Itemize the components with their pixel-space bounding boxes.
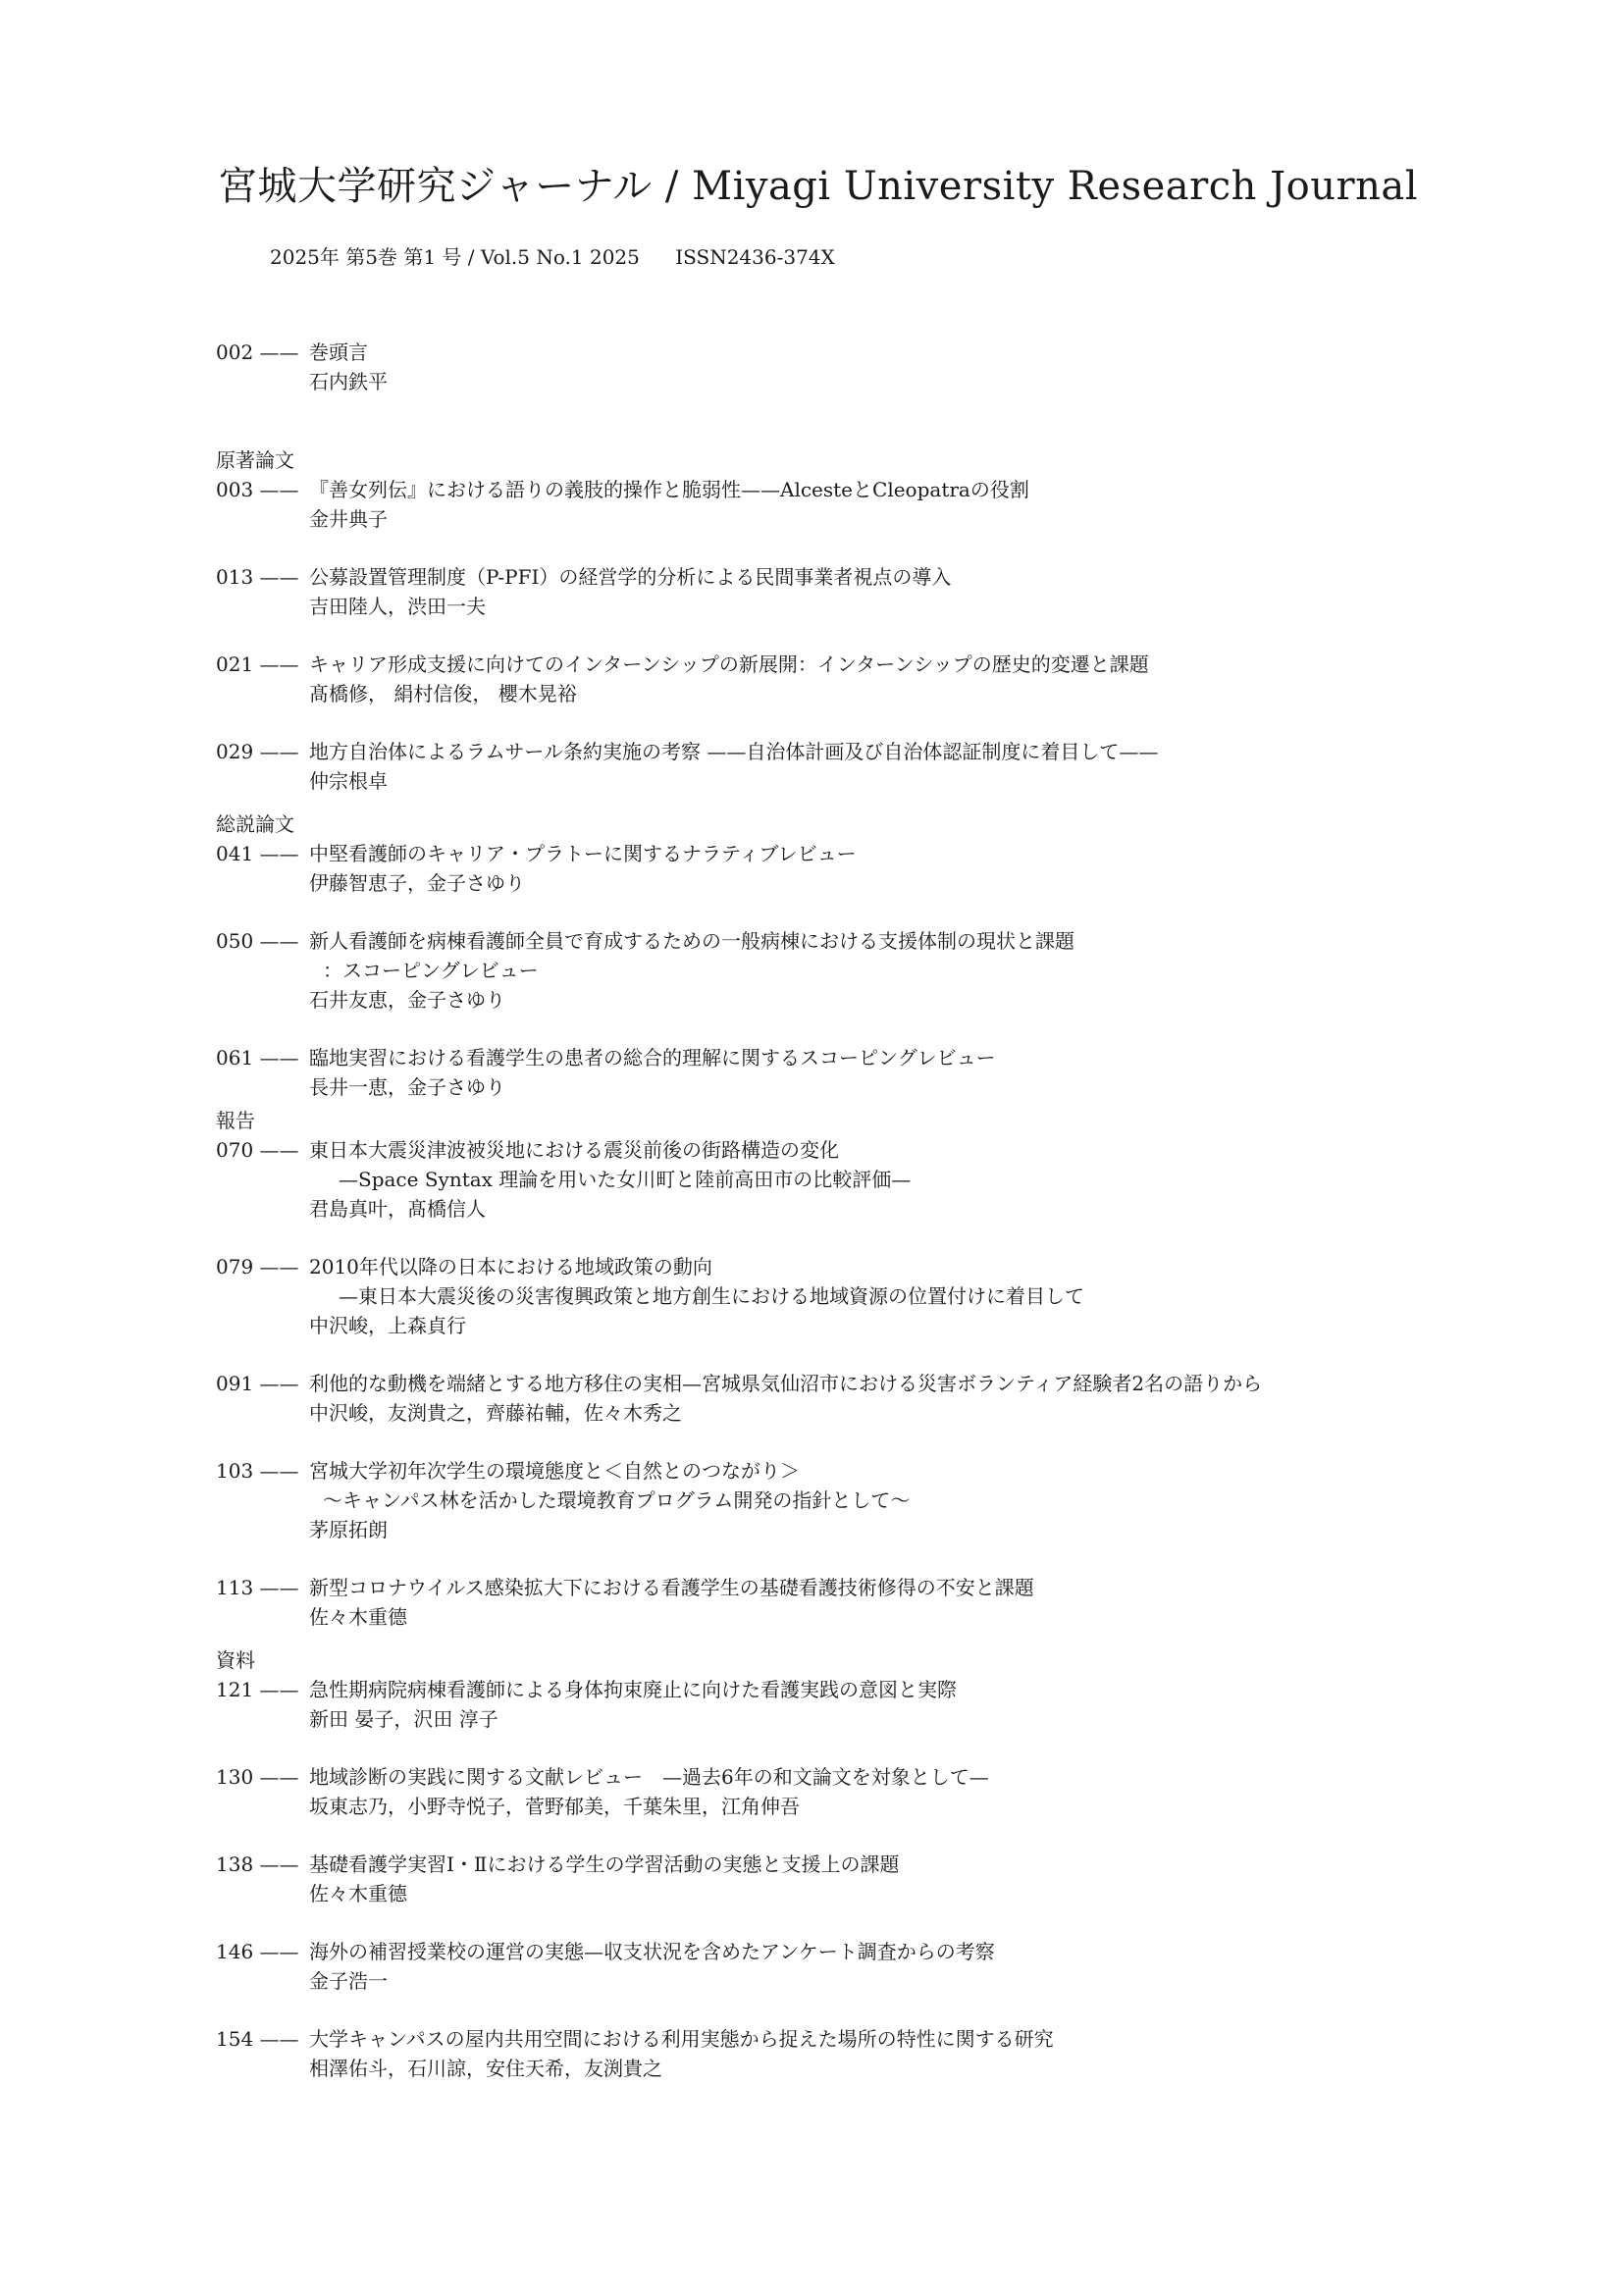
issue-info: [270, 241, 864, 270]
article-authors: 茅原拓朗: [309, 1518, 388, 1541]
toc-entry[interactable]: [216, 1850, 1492, 1908]
article-subtitle: —Space Syntax 理論を用いた女川町と陸前高田市の比較評価—: [339, 1168, 912, 1191]
section-heading: 原著論文: [216, 448, 294, 472]
page-number: 041 ——: [216, 842, 299, 865]
article-title: 中堅看護師のキャリア・プラトーに関するナラティブレビュー: [309, 842, 857, 865]
toc-entry[interactable]: [216, 1252, 1492, 1340]
page-number: 070 ——: [216, 1138, 299, 1162]
toc-entry[interactable]: [216, 1043, 1492, 1102]
page-number: 003 ——: [216, 478, 299, 501]
article-title: 海外の補習授業校の運営の実態—収支状況を含めたアンケート調査からの考察: [309, 1940, 995, 1963]
toc-entry[interactable]: [216, 1135, 1492, 1224]
article-title: 宮城大学初年次学生の環境態度と＜自然とのつながり＞: [309, 1459, 800, 1483]
page-number: 061 ——: [216, 1046, 299, 1069]
article-subtitle: ：スコーピングレビュー: [323, 959, 539, 982]
toc-entry[interactable]: [216, 475, 1492, 534]
article-title: キャリア形成支援に向けてのインターンシップの新展開：インターンシップの歴史的変遷と課題: [309, 652, 1149, 676]
article-authors: 相澤佑斗，石川諒，安住天希，友渕貴之: [309, 2057, 662, 2080]
section-heading: 総説論文: [216, 812, 294, 836]
article-authors: 君島真叶，髙橋信人: [309, 1197, 486, 1221]
article-title: 地域診断の実践に関する文献レビュー —過去6年の和文論文を対象として—: [309, 1765, 989, 1789]
toc-entry[interactable]: [216, 562, 1492, 621]
article-authors: 中沢峻，友渕貴之，齊藤祐輔，佐々木秀之: [309, 1401, 682, 1425]
page-number: 013 ——: [216, 565, 299, 589]
article-title: 公募設置管理制度（P-PFI）の経営学的分析による民間事業者視点の導入: [309, 565, 952, 589]
article-title: 大学キャンパスの屋内共用空間における利用実態から捉えた場所の特性に関する研究: [309, 2027, 1054, 2051]
article-authors: 石内鉄平: [309, 370, 388, 393]
page-number: 130 ——: [216, 1765, 299, 1789]
toc-entry[interactable]: [216, 2024, 1492, 2083]
article-authors: 長井一恵，金子さゆり: [309, 1075, 505, 1099]
article-title: 新型コロナウイルス感染拡大下における看護学生の基礎看護技術修得の不安と課題: [309, 1576, 1034, 1599]
toc-entry[interactable]: [216, 1675, 1492, 1734]
page-number: 154 ——: [216, 2027, 299, 2051]
article-subtitle: 〜キャンパス林を活かした環境教育プログラム開発の指針として〜: [323, 1488, 911, 1512]
toc-entry[interactable]: [216, 1369, 1492, 1428]
article-authors: 金子浩一: [309, 1969, 388, 1993]
section-heading: 報告: [216, 1109, 255, 1132]
issue-volume: 2025年 第5巻 第1 号 / Vol.5 No.1 2025: [270, 245, 640, 269]
table-of-contents: [216, 338, 1492, 2083]
article-title: 利他的な動機を端緒とする地方移住の実相—宮城県気仙沼市における災害ボランティア経験者2名の語りから: [309, 1372, 1263, 1395]
article-authors: 仲宗根卓: [309, 769, 388, 793]
article-title: 急性期病院病棟看護師による身体拘束廃止に向けた看護実践の意図と実際: [309, 1678, 957, 1701]
article-authors: 坂東志乃，小野寺悦子，菅野郁美，千葉朱里，江角伸吾: [309, 1795, 800, 1818]
article-subtitle: —東日本大震災後の災害復興政策と地方創生における地域資源の位置付けに着目して: [339, 1284, 1084, 1308]
toc-entry[interactable]: [216, 1762, 1492, 1821]
page-number: 021 ——: [216, 652, 299, 676]
page-number: 121 ——: [216, 1678, 299, 1701]
article-authors: 金井典子: [309, 507, 388, 531]
article-authors: 髙橋修， 絹村信俊， 櫻木晃裕: [309, 682, 577, 705]
page-number: 146 ——: [216, 1940, 299, 1963]
issn: ISSN2436-374X: [675, 245, 835, 269]
page-number: 002 ——: [216, 340, 299, 364]
article-title: 臨地実習における看護学生の患者の総合的理解に関するスコーピングレビュー: [309, 1046, 996, 1069]
article-authors: 佐々木重德: [309, 1605, 407, 1629]
page-number: 138 ——: [216, 1852, 299, 1876]
toc-entry[interactable]: [216, 737, 1492, 796]
toc-entry[interactable]: [216, 1937, 1492, 1996]
toc-entry[interactable]: [216, 1573, 1492, 1632]
article-authors: 佐々木重德: [309, 1882, 407, 1905]
article-title: 新人看護師を病棟看護師全員で育成するための一般病棟における支援体制の現状と課題: [309, 929, 1074, 953]
article-title: 2010年代以降の日本における地域政策の動向: [309, 1255, 712, 1278]
article-title: 『善女列伝』における語りの義肢的操作と脆弱性——AlcesteとCleopatraの役割: [309, 478, 1029, 501]
toc-entry[interactable]: [216, 650, 1492, 708]
page-number: 050 ——: [216, 929, 299, 953]
page-number: 103 ——: [216, 1459, 299, 1483]
section-heading: 資料: [216, 1648, 255, 1672]
toc-entry[interactable]: [216, 1456, 1492, 1544]
page-number: 091 ——: [216, 1372, 299, 1395]
article-authors: 石井友恵，金子さゆり: [309, 988, 505, 1012]
page-number: 079 ——: [216, 1255, 299, 1278]
article-title: 東日本大震災津波被災地における震災前後の街路構造の変化: [309, 1138, 839, 1162]
article-title: 地方自治体によるラムサール条約実施の考察 ——自治体計画及び自治体認証制度に着目して——: [309, 740, 1159, 763]
article-authors: 中沢峻，上森貞行: [309, 1314, 466, 1337]
journal-title: 宮城大学研究ジャーナル / Miyagi University Research Journal: [218, 164, 1419, 209]
page-number: 113 ——: [216, 1576, 299, 1599]
page-number: 029 ——: [216, 740, 299, 763]
article-title: 巻頭言: [309, 340, 368, 364]
article-authors: 伊藤智恵子，金子さゆり: [309, 871, 525, 895]
toc-entry[interactable]: [216, 926, 1492, 1015]
toc-entry[interactable]: [216, 839, 1492, 898]
article-title: 基礎看護学実習Ⅰ・Ⅱにおける学生の学習活動の実態と支援上の課題: [309, 1852, 900, 1876]
article-authors: 吉田陸人，渋田一夫: [309, 595, 486, 618]
toc-entry[interactable]: [216, 338, 1492, 396]
article-authors: 新田 晏子，沢田 淳子: [309, 1707, 498, 1731]
